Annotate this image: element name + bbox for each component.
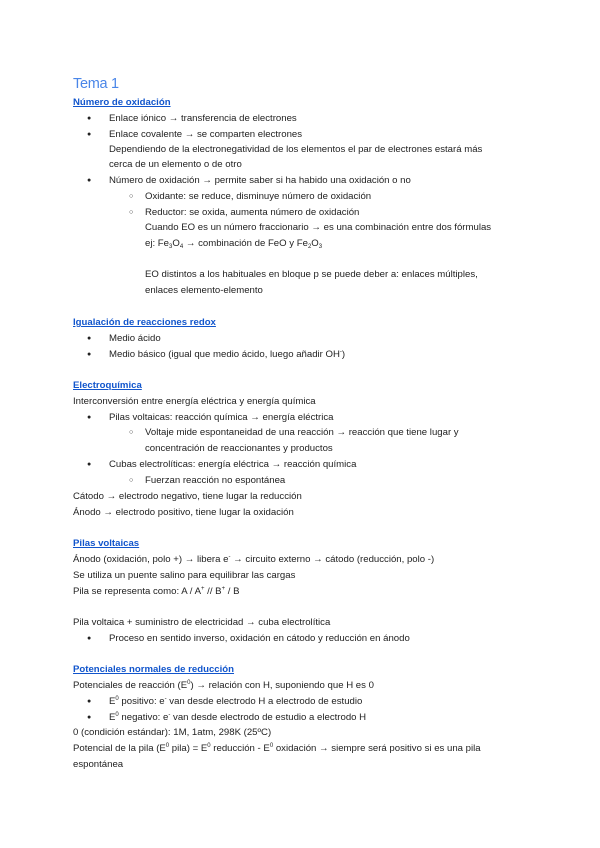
text-line: espontánea [73,759,124,770]
bullet-medio-acido: ● Medio ácido [109,332,161,345]
heading-igualacion-redox[interactable]: Igualación de reacciones redox [73,317,216,328]
text-run: O [311,238,319,249]
superscript: + [221,586,226,592]
text-run: oxidación → siempre será positivo si es una pila [273,743,481,754]
subscript: 3 [169,244,173,250]
bullet-cubas-electroliticas: ● Cubas electrolíticas: energía eléctrica → reacción química [109,458,356,471]
subscript: 2 [307,244,312,250]
subbullet-oxidante: ○ Oxidante: se reduce, disminuye número de oxidación [145,190,371,203]
text-run: // B [204,586,222,597]
text-line: enlaces elemento-elemento [145,285,263,296]
bullet-enlace-covalente: ● Enlace covalente → se comparten electrones [109,128,302,141]
bullet-e0-positivo [109,695,362,708]
text-run: reducción - E [210,743,270,754]
text-line [73,742,481,755]
text-line [73,585,240,598]
text-run: Pila se representa como: A / A [73,586,201,597]
subbullet-reductor: ○ Reductor: se oxida, aumenta número de oxidación [145,206,359,219]
superscript: 0 [115,696,119,702]
superscript: - [228,554,231,560]
text-run: ) → relación con H, suponiendo que H es 0 [190,680,374,691]
heading-pilas-voltaicas[interactable]: Pilas voltaicas [73,538,140,549]
text-run: ) [341,349,346,360]
bullet-pilas-voltaicas: ● Pilas voltaicas: reacción química → energía eléctrica [109,411,334,424]
subbullet-voltaje: ○ Voltaje mide espontaneidad de una reacción → reacción que tiene lugar y [145,426,459,439]
text-run: negativo: e [118,712,169,723]
heading-numero-oxidacion[interactable]: Número de oxidación [73,97,171,108]
text-line: cerca de un elemento o de otro [109,159,242,170]
text-run: Potencial de la pila (E [73,743,166,754]
bullet-enlace-ionico: ● Enlace iónico → transferencia de electrones [109,112,297,125]
subscript: 3 [318,244,323,250]
text-run: van desde electrodo H a electrodo de estudio [166,696,363,707]
text-run: Ánodo (oxidación, polo +) → libera e [73,554,229,565]
bullet-numero-oxidacion: ● Número de oxidación → permite saber si ha habido una oxidación o no [109,174,411,187]
subbullet-fuerzan-reaccion: ○ Fuerzan reacción no espontánea [145,474,285,487]
text-line [73,679,374,692]
text-line [73,553,434,566]
text-run: → combinación de FeO y Fe [183,238,308,249]
superscript: 0 [115,712,119,718]
text-line: 0 (condición estándar): 1M, 1atm, 298K (25ºC) [73,727,272,738]
text-run: positivo: e [118,696,165,707]
superscript: 0 [165,743,170,749]
bullet-e0-negativo [109,711,366,724]
text-run: ej: Fe [145,238,169,249]
text-line: Dependiendo de la electronegatividad de los elementos el par de electrones estará más [109,144,483,155]
superscript: 0 [207,743,211,749]
superscript: - [168,712,171,718]
text-run: → circuito externo → cátodo (reducción, polo -) [230,554,435,565]
superscript: - [164,696,167,702]
heading-potenciales-reduccion[interactable]: Potenciales normales de reducción [73,664,235,675]
text-run: pila) = E [169,743,208,754]
text-line: Pila voltaica + suministro de electricidad → cuba electrolítica [73,617,331,628]
superscript: 0 [187,680,191,686]
text-run: van desde electrodo de estudio a electrodo H [170,712,367,723]
text-line: Cuando EO es un número fraccionario → es una combinación entre dos fórmulas [145,222,492,233]
superscript: 0 [269,743,274,749]
text-line: concentración de reaccionantes y productos [145,443,333,454]
text-run: E [109,712,116,723]
bullet-proceso-inverso: ● Proceso en sentido inverso, oxidación en cátodo y reducción en ánodo [109,632,410,645]
superscript: + [201,586,205,592]
text-line: Ánodo → electrodo positivo, tiene lugar la oxidación [73,507,294,518]
text-run: Potenciales de reacción (E [73,680,188,691]
text-run: E [109,696,116,707]
text-line: Se utiliza un puente salino para equilibrar las cargas [73,570,296,581]
heading-electroquimica[interactable]: Electroquímica [73,380,142,391]
formula-line [145,237,322,250]
superscript: - [339,349,342,355]
text-line: EO distintos a los habituales en bloque p se puede deber a: enlaces múltiples, [145,269,478,280]
text-run: O [172,238,180,249]
subscript: 4 [179,244,184,250]
text-line: Interconversión entre energía eléctrica y energía química [73,396,316,407]
text-line: Cátodo → electrodo negativo, tiene lugar la reducción [73,491,302,502]
page-title: Tema 1 [73,76,119,92]
bullet-medio-basico [109,348,345,361]
text-run: / B [225,586,240,597]
text-run: Medio básico (igual que medio ácido, luego añadir OH [109,349,340,360]
